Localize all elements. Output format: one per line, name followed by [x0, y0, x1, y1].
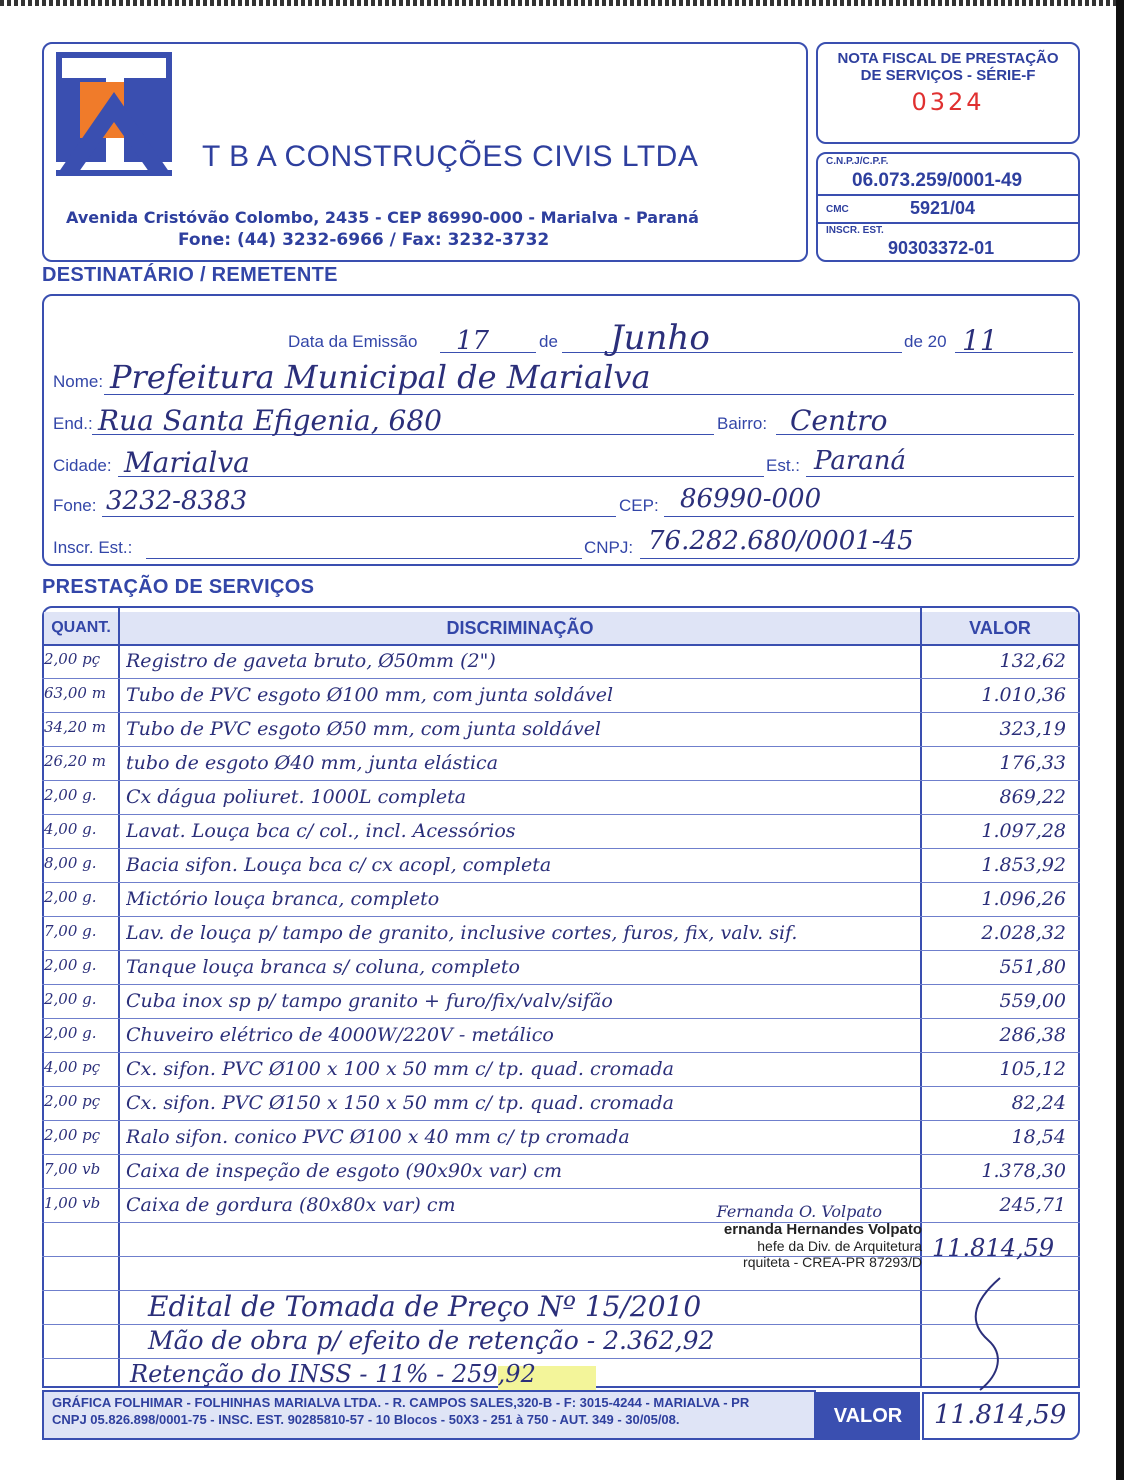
- cep-line: [664, 516, 1074, 517]
- row-desc: Tubo de PVC esgoto Ø100 mm, com junta soldável: [126, 684, 614, 706]
- table-rule: [42, 882, 1080, 883]
- table-rule: [42, 950, 1080, 951]
- row-desc: tubo de esgoto Ø40 mm, junta elástica: [126, 752, 499, 774]
- destinatario-title: DESTINATÁRIO / REMETENTE: [42, 264, 338, 286]
- row-qty: 4,00 pç: [44, 1058, 101, 1076]
- invoice-title-line2: DE SERVIÇOS - SÉRIE-F: [860, 67, 1036, 84]
- header-divider: [42, 644, 1080, 646]
- row-qty: 2,00 pç: [44, 650, 101, 668]
- inscr-est-line: [146, 558, 582, 559]
- cep-label: CEP:: [619, 496, 659, 515]
- client-cep: 86990-000: [680, 484, 822, 514]
- table-rule: [42, 1052, 1080, 1053]
- registration-box: [816, 152, 1080, 262]
- row-value: 18,54: [1011, 1126, 1066, 1148]
- company-phone: Fone: (44) 3232-6966 / Fax: 3232-3732: [178, 230, 550, 250]
- year-label: de 20: [904, 332, 947, 351]
- client-phone: 3232-8383: [106, 486, 248, 516]
- cmc-divider: [818, 194, 1078, 196]
- table-rule: [42, 1120, 1080, 1121]
- est-label: Est.:: [766, 456, 801, 475]
- row-qty: 2,00 g.: [44, 786, 97, 804]
- table-rule: [42, 1256, 1080, 1257]
- row-qty: 7,00 vb: [44, 1160, 101, 1178]
- fone-line: [102, 516, 616, 517]
- table-rule: [42, 780, 1080, 781]
- row-desc: Ralo sifon. conico PVC Ø100 x 40 mm c/ tp cromada: [126, 1126, 630, 1148]
- bracket-mark: [960, 1274, 1020, 1394]
- date-de-label: de: [539, 332, 558, 351]
- row-value: 559,00: [999, 990, 1066, 1012]
- row-qty: 2,00 g.: [44, 956, 97, 974]
- row-value: 1.096,26: [981, 888, 1066, 910]
- client-cnpj-line: [640, 558, 1074, 559]
- row-qty: 2,00 g.: [44, 1024, 97, 1042]
- table-rule: [42, 746, 1080, 747]
- table-rule: [42, 712, 1080, 713]
- date-day: 17: [456, 326, 490, 356]
- row-desc: Lav. de louça p/ tampo de granito, inclusive cortes, furos, fix, valv. sif.: [126, 922, 798, 944]
- fone-label: Fone:: [53, 496, 97, 515]
- col-header-qty: QUANT.: [44, 612, 118, 644]
- table-rule: [42, 916, 1080, 917]
- cnpj-value: 06.073.259/0001-49: [852, 170, 1023, 191]
- row-desc: Lavat. Louça bca c/ col., incl. Acessórios: [126, 820, 516, 842]
- cmc-label: CMC: [826, 204, 849, 215]
- row-qty: 34,20 m: [44, 718, 106, 736]
- row-desc: Registro de gaveta bruto, Ø50mm (2"): [126, 650, 496, 672]
- row-value: 323,19: [999, 718, 1066, 740]
- stamp-signature: Fernanda O. Volpato: [716, 1202, 882, 1221]
- row-desc: Cx dágua poliuret. 1000L completa: [126, 786, 467, 808]
- row-desc: Bacia sifon. Louça bca c/ cx acopl, completa: [126, 854, 552, 876]
- table-rule: [42, 1188, 1080, 1189]
- row-value: 551,80: [999, 956, 1066, 978]
- note-edital: Edital de Tomada de Preço Nº 15/2010: [148, 1290, 702, 1323]
- inscr-divider: [818, 222, 1078, 224]
- table-rule: [42, 1222, 1080, 1223]
- table-rule: [42, 1086, 1080, 1087]
- footer-line1: GRÁFICA FOLHIMAR - FOLHINHAS MARIALVA LTDA. - R. CAMPOS SALES,320-B - F: 3015-4244 - MARIALVA - PR: [52, 1395, 750, 1410]
- col-divider-2: [920, 608, 922, 1388]
- row-value: 1.097,28: [981, 820, 1066, 842]
- row-desc: Cx. sifon. PVC Ø100 x 100 x 50 mm c/ tp. quad. cromada: [126, 1058, 674, 1080]
- note-mao-de-obra: Mão de obra p/ efeito de retenção - 2.362,92: [148, 1326, 715, 1355]
- name-label: Nome:: [53, 372, 104, 391]
- date-label: Data da Emissão: [288, 332, 418, 351]
- company-header: [42, 42, 808, 262]
- client-city: Marialva: [124, 446, 250, 479]
- table-rule: [42, 814, 1080, 815]
- table-rule: [42, 1154, 1080, 1155]
- row-desc: Cx. sifon. PVC Ø150 x 150 x 50 mm c/ tp. quad. cromada: [126, 1092, 674, 1114]
- row-value: 176,33: [999, 752, 1066, 774]
- date-month: Junho: [610, 318, 710, 358]
- row-desc: Chuveiro elétrico de 4000W/220V - metálico: [126, 1024, 554, 1046]
- table-rule: [42, 1324, 1080, 1325]
- row-qty: 2,00 g.: [44, 990, 97, 1008]
- invoice-title-line1: NOTA FISCAL DE PRESTAÇÃO: [837, 50, 1059, 67]
- row-qty: 2,00 pç: [44, 1092, 101, 1110]
- client-state: Paraná: [814, 446, 907, 476]
- row-desc: Tanque louça branca s/ coluna, completo: [126, 956, 520, 978]
- date-year: 11: [962, 324, 998, 357]
- row-qty: 26,20 m: [44, 752, 106, 770]
- client-cnpj-label: CNPJ:: [584, 538, 634, 557]
- row-value: 2.028,32: [981, 922, 1066, 944]
- table-rule: [42, 984, 1080, 985]
- stamp-line1: ernanda Hernandes Volpato: [723, 1221, 922, 1238]
- inscr-value: 90303372-01: [888, 238, 995, 258]
- servicos-title: PRESTAÇÃO DE SERVIÇOS: [42, 576, 315, 598]
- inscr-label: INSCR. EST.: [826, 225, 884, 236]
- row-qty: 7,00 g.: [44, 922, 97, 940]
- row-qty: 4,00 g.: [44, 820, 97, 838]
- row-qty: 1,00 vb: [44, 1194, 101, 1212]
- row-qty: 8,00 g.: [44, 854, 97, 872]
- invoice-number: 0324: [911, 88, 985, 116]
- col-header-desc: DISCRIMINAÇÃO: [120, 612, 920, 644]
- cmc-value: 5921/04: [910, 198, 976, 218]
- company-name: T B A CONSTRUÇÕES CIVIS LTDA: [202, 140, 699, 173]
- client-cnpj: 76.282.680/0001-45: [648, 526, 914, 556]
- note-inss: Retenção do INSS - 11% - 259,92: [130, 1360, 536, 1388]
- table-rule: [42, 1358, 1080, 1359]
- row-qty: 2,00 pç: [44, 1126, 101, 1144]
- row-qty: 2,00 g.: [44, 888, 97, 906]
- row-value: 82,24: [1011, 1092, 1066, 1114]
- row-value: 1.853,92: [981, 854, 1066, 876]
- row-value: 1.378,30: [981, 1160, 1066, 1182]
- tba-logo: [56, 52, 186, 182]
- col-header-val: VALOR: [922, 612, 1078, 644]
- right-edge: [1116, 0, 1124, 1480]
- client-address: Rua Santa Efigenia, 680: [98, 404, 442, 437]
- row-value: 105,12: [999, 1058, 1066, 1080]
- valor-label: VALOR: [816, 1392, 920, 1440]
- footer-line2: CNPJ 05.826.898/0001-75 - INSC. EST. 90285810-57 - 10 Blocos - 50X3 - 251 à 750 - AUT. 349 - 30/05/08.: [52, 1412, 680, 1427]
- est-line: [806, 476, 1074, 477]
- client-bairro: Centro: [790, 404, 888, 437]
- footer-bar: [42, 1390, 816, 1440]
- row-qty: 63,00 m: [44, 684, 106, 702]
- row-desc: Tubo de PVC esgoto Ø50 mm, com junta soldável: [126, 718, 602, 740]
- valor-total: 11.814,59: [934, 1400, 1067, 1430]
- table-rule: [42, 1018, 1080, 1019]
- cidade-label: Cidade:: [53, 456, 112, 475]
- row-desc: Caixa de gordura (80x80x var) cm: [126, 1194, 456, 1216]
- end-label: End.:: [53, 414, 93, 433]
- row-desc: Caixa de inspeção de esgoto (90x90x var) cm: [126, 1160, 563, 1182]
- stamp: [700, 1202, 922, 1270]
- row-value: 1.010,36: [981, 684, 1066, 706]
- company-address: Avenida Cristóvão Colombo, 2435 - CEP 86990-000 - Marialva - Paraná: [66, 208, 699, 227]
- table-rule: [42, 678, 1080, 679]
- perforated-edge: [0, 0, 1124, 6]
- row-value: 286,38: [999, 1024, 1066, 1046]
- invoice-title-box: [816, 42, 1080, 144]
- cnpj-label: C.N.P.J/C.P.F.: [826, 156, 889, 167]
- bairro-label: Bairro:: [717, 414, 768, 433]
- client-name: Prefeitura Municipal de Marialva: [110, 358, 651, 396]
- inscr-est-label: Inscr. Est.:: [53, 538, 133, 557]
- row-value: 869,22: [999, 786, 1066, 808]
- table-rule: [42, 848, 1080, 849]
- row-value: 245,71: [999, 1194, 1066, 1216]
- row-desc: Mictório louça branca, completo: [126, 888, 440, 910]
- col-divider-1: [118, 608, 120, 1388]
- subtotal: 11.814,59: [932, 1234, 1055, 1262]
- stamp-line2: hefe da Div. de Arquitetura: [757, 1238, 922, 1254]
- stamp-line3: rquiteta - CREA-PR 87293/D: [743, 1254, 922, 1270]
- row-desc: Cuba inox sp p/ tampo granito + furo/fix/valv/sifão: [126, 990, 613, 1012]
- row-value: 132,62: [999, 650, 1066, 672]
